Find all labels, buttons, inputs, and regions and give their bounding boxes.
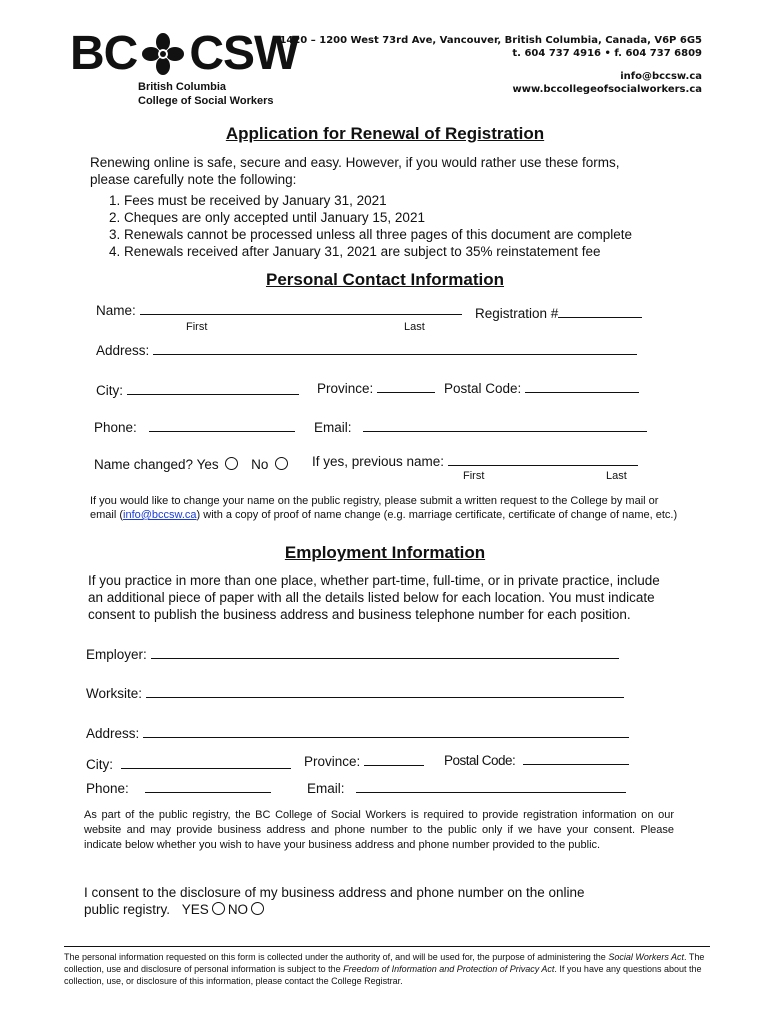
email-field[interactable] (363, 419, 647, 432)
name-changed-label: Name changed? (94, 457, 194, 472)
logo-text-left: BC (70, 27, 138, 80)
name-changed-no-label: No (251, 457, 269, 472)
city-label: City: (96, 383, 123, 398)
postal-field[interactable] (525, 380, 639, 393)
worksite-label: Worksite: (86, 686, 143, 701)
previous-name-row (312, 453, 638, 470)
consent-no-label: NO (227, 902, 249, 917)
email-label: Email: (314, 420, 352, 435)
previous-name-field[interactable] (448, 453, 638, 466)
employer-field[interactable] (151, 646, 619, 659)
employer-row (86, 646, 619, 663)
name-change-note-text: ) with a copy of proof of name change (e.g. marriage certificate, certificate of change of name, etc.) (196, 509, 678, 521)
worksite-field[interactable] (146, 685, 624, 698)
work-phone-label: Phone: (86, 781, 129, 796)
previous-first-caption: First (463, 470, 485, 482)
name-changed-no-radio[interactable] (275, 457, 288, 470)
employment-heading: Employment Information (284, 543, 486, 562)
work-city-label: City: (86, 757, 113, 772)
first-name-caption: First (186, 321, 208, 333)
work-address-label: Address: (86, 726, 140, 741)
work-province-label: Province: (304, 754, 361, 769)
name-label: Name: (96, 303, 136, 318)
postal-label: Postal Code: (444, 381, 522, 396)
phone-field[interactable] (149, 419, 295, 432)
org-name (138, 80, 274, 108)
footer-text: . If you have any questions about the collection, use, or disclosure of this information, please contact the College Registrar. (64, 964, 702, 986)
work-email-field[interactable] (356, 780, 626, 793)
work-postal-label: Postal Code: (444, 753, 516, 768)
worksite-row (86, 685, 624, 702)
address-label: Address: (96, 343, 150, 358)
province-field[interactable] (377, 380, 435, 393)
work-phone-field[interactable] (145, 780, 271, 793)
street-address: 1420 – 1200 West 73rd Ave, Vancouver, British Columbia, Canada, V6P 6G5 (279, 35, 702, 46)
employment-intro: If you practice in more than one place, whether part-time, full-time, or in private practice, include an additional piece of paper with all the details listed below for each location. You must indicate consent to publish the business address and business telephone number for each position. (88, 573, 660, 622)
address-row (96, 342, 637, 359)
work-province-row (304, 753, 424, 770)
name-changed-yes-label: Yes (196, 457, 219, 472)
employer-label: Employer: (86, 647, 147, 662)
header-email: info@bccsw.ca (620, 71, 702, 82)
contact-block (279, 34, 702, 96)
phone-row (94, 419, 295, 436)
footer-act-name: Freedom of Information and Protection of Privacy Act (343, 964, 555, 974)
contact-heading: Personal Contact Information (265, 270, 505, 289)
footer-act-name: Social Workers Act (608, 952, 684, 962)
consent-no-radio[interactable] (251, 902, 264, 915)
name-changed-yes-radio[interactable] (225, 457, 238, 470)
city-row (96, 382, 299, 399)
dogwood-flower-icon (141, 32, 185, 76)
last-name-caption: Last (404, 321, 425, 333)
college-logo (70, 27, 299, 80)
name-field[interactable] (140, 302, 462, 315)
work-address-row (86, 725, 629, 742)
logo-text-right: CSW (189, 27, 299, 80)
consent-yes-radio[interactable] (212, 902, 225, 915)
city-field[interactable] (127, 382, 299, 395)
email-row (314, 419, 647, 436)
consent-text: I consent to the disclosure of my business address and phone number on the online public registry. (84, 885, 585, 917)
footer-text: . The collection, use and disclosure of personal information is subject to the (64, 952, 705, 974)
privacy-footer (64, 946, 710, 987)
intro-text: Renewing online is safe, secure and easy. However, if you would rather use these forms, please carefully note the following: (90, 155, 620, 187)
consent-row (84, 884, 604, 918)
phone-label: Phone: (94, 420, 137, 435)
work-postal-row (444, 752, 629, 769)
work-city-row (86, 756, 291, 773)
org-name-line1: British Columbia (138, 81, 227, 93)
work-email-label: Email: (307, 781, 345, 796)
org-name-line2: College of Social Workers (138, 95, 274, 107)
page-title: Application for Renewal of Registration (225, 124, 545, 143)
province-label: Province: (317, 381, 374, 396)
work-address-field[interactable] (143, 725, 629, 738)
note-item: 2. Cheques are only accepted until January 15, 2021 (124, 209, 694, 226)
footer-text: The personal information requested on this form is collected under the authority of, and will be used for, the purpose of administering the (64, 952, 609, 962)
note-item: 3. Renewals cannot be processed unless all three pages of this document are complete (124, 226, 694, 243)
registration-field[interactable] (558, 305, 642, 318)
college-email-link[interactable]: info@bccsw.ca (123, 509, 197, 521)
note-item: 1. Fees must be received by January 31, 2021 (124, 192, 694, 209)
name-row (96, 302, 462, 319)
work-phone-row (86, 780, 271, 797)
name-change-note-text: If you would like to change your name on the public registry, please submit a written request to the College by mail or email ( (90, 495, 659, 521)
name-changed-row (94, 456, 291, 473)
name-change-note (90, 494, 680, 522)
notes-list (94, 192, 694, 260)
consent-yes-label: YES (181, 902, 209, 917)
phone-fax: t. 604 737 4916 • f. 604 737 6809 (512, 48, 702, 59)
work-email-row (307, 780, 626, 797)
registration-label: Registration # (475, 306, 559, 321)
registry-note: As part of the public registry, the BC College of Social Workers is required to provide registration information on our website and may provide business address and phone number to the public only if we have your consent. Please indicate below whether you wish to have your business address and phone number provided to the public. (84, 809, 674, 851)
work-province-field[interactable] (364, 753, 424, 766)
address-field[interactable] (153, 342, 637, 355)
province-row (317, 380, 435, 397)
previous-name-label: If yes, previous name: (312, 454, 445, 469)
note-item: 4. Renewals received after January 31, 2021 are subject to 35% reinstatement fee (124, 243, 694, 260)
work-postal-field[interactable] (523, 752, 629, 765)
header-website: www.bccollegeofsocialworkers.ca (512, 84, 702, 95)
registration-row (475, 305, 642, 322)
postal-row (444, 380, 639, 397)
previous-last-caption: Last (606, 470, 627, 482)
work-city-field[interactable] (121, 756, 291, 769)
